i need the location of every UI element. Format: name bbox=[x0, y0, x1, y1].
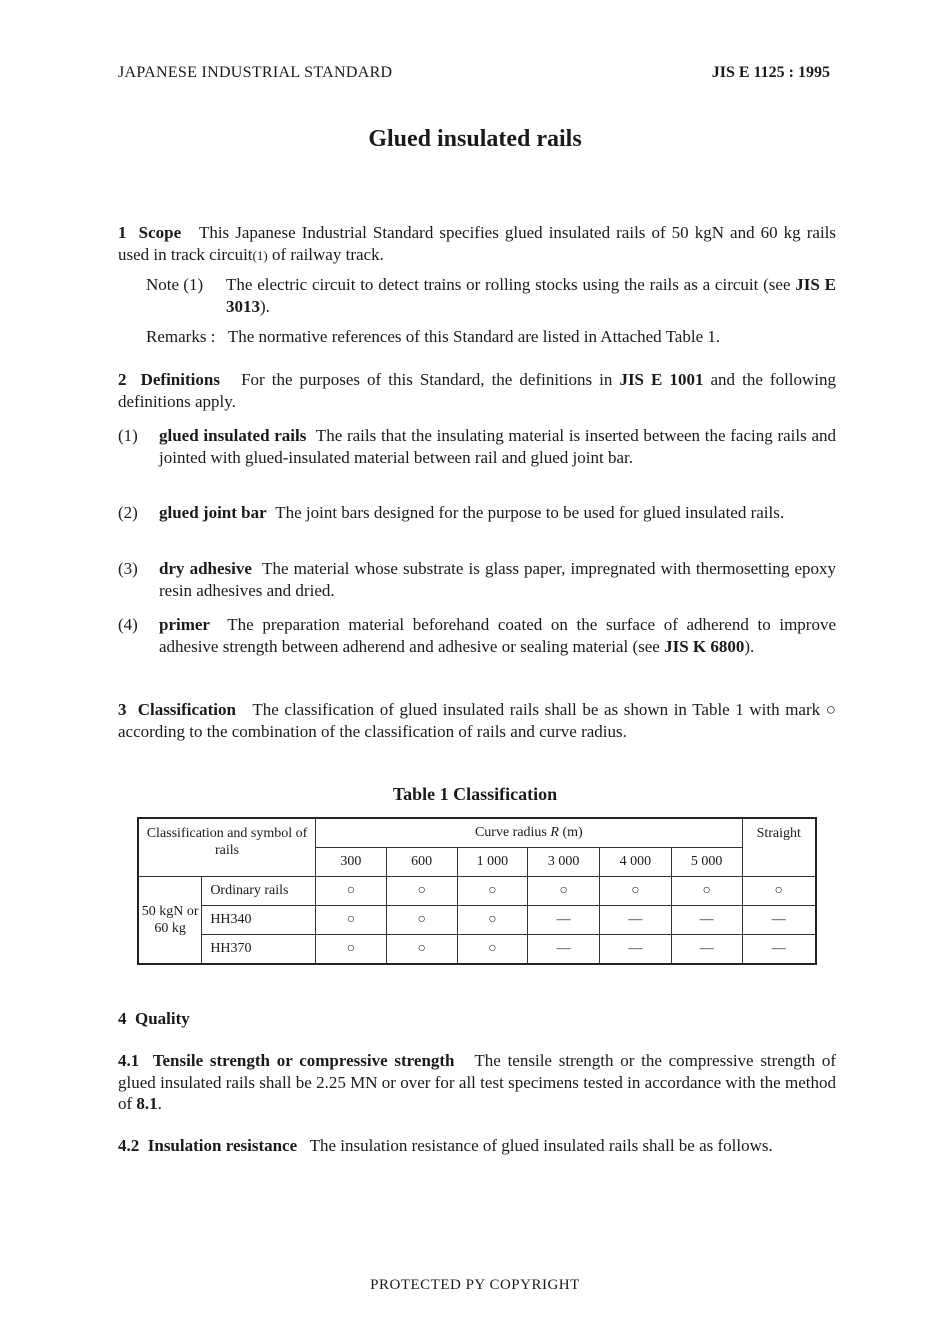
definition-text: The material whose substrate is glass paper, impregnated with thermosetting epoxy resin adhesives and dried. bbox=[159, 559, 836, 600]
s42-text: The insulation resistance of glued insulated rails shall be as follows. bbox=[309, 1136, 773, 1155]
table-cell: — bbox=[600, 906, 672, 935]
radius-header-cell: 4 000 bbox=[600, 848, 672, 877]
definitions-heading: Definitions bbox=[140, 370, 220, 389]
definitions-paragraph bbox=[118, 369, 836, 412]
table-cell: ○ bbox=[671, 877, 742, 906]
scope-number: 1 bbox=[118, 223, 127, 242]
radius-header-cell: 3 000 bbox=[528, 848, 600, 877]
definition-term: dry adhesive bbox=[159, 559, 252, 578]
rail-type-cell: Ordinary rails bbox=[202, 877, 316, 906]
tensile-strength-paragraph bbox=[118, 1050, 836, 1115]
scope-text-a: This Japanese Industrial Standard specifies glued insulated rails of 50 kgN and 60 kg rails used in track circuit bbox=[118, 223, 837, 264]
classification-mark: ○ bbox=[825, 700, 836, 719]
radius-header-cell: 600 bbox=[386, 848, 457, 877]
definitions-text-b: and the following definitions apply. bbox=[118, 370, 837, 411]
definition-term: glued joint bar bbox=[159, 503, 267, 522]
table-row bbox=[138, 935, 816, 965]
table-cell: ○ bbox=[316, 906, 387, 935]
definition-text: The preparation material beforehand coated on the surface of adherend to improve adhesive strength between adherend and adhesive or sealing material (see bbox=[159, 615, 836, 656]
classification-text-b: according to the combination of the classification of rails and curve radius. bbox=[118, 721, 627, 741]
table-row bbox=[138, 906, 816, 935]
table-cell: — bbox=[528, 906, 600, 935]
note-label: Note (1) bbox=[146, 275, 204, 294]
table-cell: — bbox=[742, 906, 816, 935]
definition-term: primer bbox=[159, 615, 210, 634]
radius-header-cell: 300 bbox=[316, 848, 387, 877]
header-standard-name: JAPANESE INDUSTRIAL STANDARD bbox=[118, 64, 393, 81]
quality-title: Quality bbox=[135, 1009, 190, 1028]
definitions-text-a: For the purposes of this Standard, the definitions in bbox=[241, 370, 620, 389]
definition-item bbox=[118, 502, 836, 524]
table-cell: ○ bbox=[457, 935, 528, 965]
definition-number: (2) bbox=[118, 503, 138, 522]
s41-reference: 8.1 bbox=[136, 1094, 158, 1113]
table-cell: ○ bbox=[457, 877, 528, 906]
definition-term: glued insulated rails bbox=[159, 426, 307, 445]
table-row bbox=[138, 877, 816, 906]
definition-number: (4) bbox=[118, 615, 138, 634]
quality-number: 4 bbox=[118, 1009, 127, 1028]
page-title: Glued insulated rails bbox=[368, 126, 582, 152]
definitions-reference: JIS E 1001 bbox=[619, 370, 704, 389]
table-cell: ○ bbox=[386, 906, 457, 935]
definition-text-end: ). bbox=[744, 636, 755, 656]
classification-paragraph bbox=[118, 699, 836, 742]
definition-number: (3) bbox=[118, 559, 138, 578]
radius-header-cell: 1 000 bbox=[457, 848, 528, 877]
rail-type-cell: HH370 bbox=[202, 935, 316, 965]
note-reference: JIS E 3013 bbox=[226, 275, 836, 316]
table-cell: — bbox=[600, 935, 672, 965]
table-cell: ○ bbox=[457, 906, 528, 935]
definition-item bbox=[118, 558, 836, 601]
s41-number: 4.1 bbox=[118, 1051, 140, 1070]
table-cell: ○ bbox=[316, 877, 387, 906]
table-cell: ○ bbox=[316, 935, 387, 965]
table-cell: — bbox=[528, 935, 600, 965]
insulation-resistance-paragraph bbox=[118, 1135, 836, 1157]
definition-number: (1) bbox=[118, 426, 138, 445]
classification-heading: Classification bbox=[137, 700, 236, 719]
table-cell: ○ bbox=[742, 877, 816, 906]
remarks-text: The normative references of this Standard are listed in Attached Table 1. bbox=[227, 327, 721, 346]
table-cell: ○ bbox=[600, 877, 672, 906]
definitions-number: 2 bbox=[118, 370, 127, 389]
s42-number: 4.2 bbox=[118, 1136, 140, 1155]
table-cell: — bbox=[742, 935, 816, 965]
table-cell: — bbox=[671, 935, 742, 965]
scope-text-b: of railway track. bbox=[267, 244, 384, 264]
table-cell: ○ bbox=[386, 935, 457, 965]
classification-number: 3 bbox=[118, 700, 127, 719]
table-caption: Table 1 Classification bbox=[392, 784, 558, 804]
radius-header-cell: 5 000 bbox=[671, 848, 742, 877]
scope-note bbox=[146, 274, 836, 317]
definition-item bbox=[118, 425, 836, 468]
definition-item bbox=[118, 614, 836, 657]
scope-remarks bbox=[146, 326, 846, 348]
s42-heading: Insulation resistance bbox=[147, 1136, 298, 1155]
copyright-footer: PROTECTED PY COPYRIGHT bbox=[370, 1277, 580, 1293]
rail-type-cell: HH340 bbox=[202, 906, 316, 935]
straight-header: Straight bbox=[742, 818, 816, 877]
scope-footnote-ref: (1) bbox=[252, 247, 268, 263]
s41-text-a: The tensile strength or the compressive strength of glued insulated rails shall be 2.25 MN or over for all test specimens tested in accordance with the method of bbox=[118, 1051, 836, 1113]
remarks-label: Remarks : bbox=[146, 327, 216, 346]
table-cell: ○ bbox=[386, 877, 457, 906]
table-corner-header: Classification and symbol of rails bbox=[138, 818, 316, 877]
definition-text: The joint bars designed for the purpose to be used for glued insulated rails. bbox=[275, 503, 785, 522]
header-standard-number: JIS E 1125 : 1995 bbox=[711, 64, 830, 81]
note-text-b: ). bbox=[260, 296, 270, 316]
scope-paragraph bbox=[118, 222, 836, 266]
scope-heading: Scope bbox=[138, 223, 182, 242]
classification-text-a: The classification of glued insulated rails shall be as shown in Table 1 with mark bbox=[252, 700, 826, 719]
rail-group-cell: 50 kgN or 60 kg bbox=[138, 877, 202, 965]
curve-radius-header: Curve radius R (m) bbox=[316, 818, 743, 848]
definition-text: The rails that the insulating material is inserted between the facing rails and jointed with glued-insulated material between rail and glued joint bar. bbox=[159, 426, 836, 467]
s41-heading: Tensile strength or compressive strength bbox=[152, 1051, 455, 1070]
quality-heading bbox=[118, 1008, 836, 1030]
table-cell: ○ bbox=[528, 877, 600, 906]
note-text-a: The electric circuit to detect trains or rolling stocks using the rails as a circuit (see bbox=[226, 275, 796, 294]
table-cell: — bbox=[671, 906, 742, 935]
classification-table bbox=[137, 817, 817, 965]
definition-reference: JIS K 6800 bbox=[664, 636, 745, 656]
s41-text-b: . bbox=[157, 1094, 162, 1113]
